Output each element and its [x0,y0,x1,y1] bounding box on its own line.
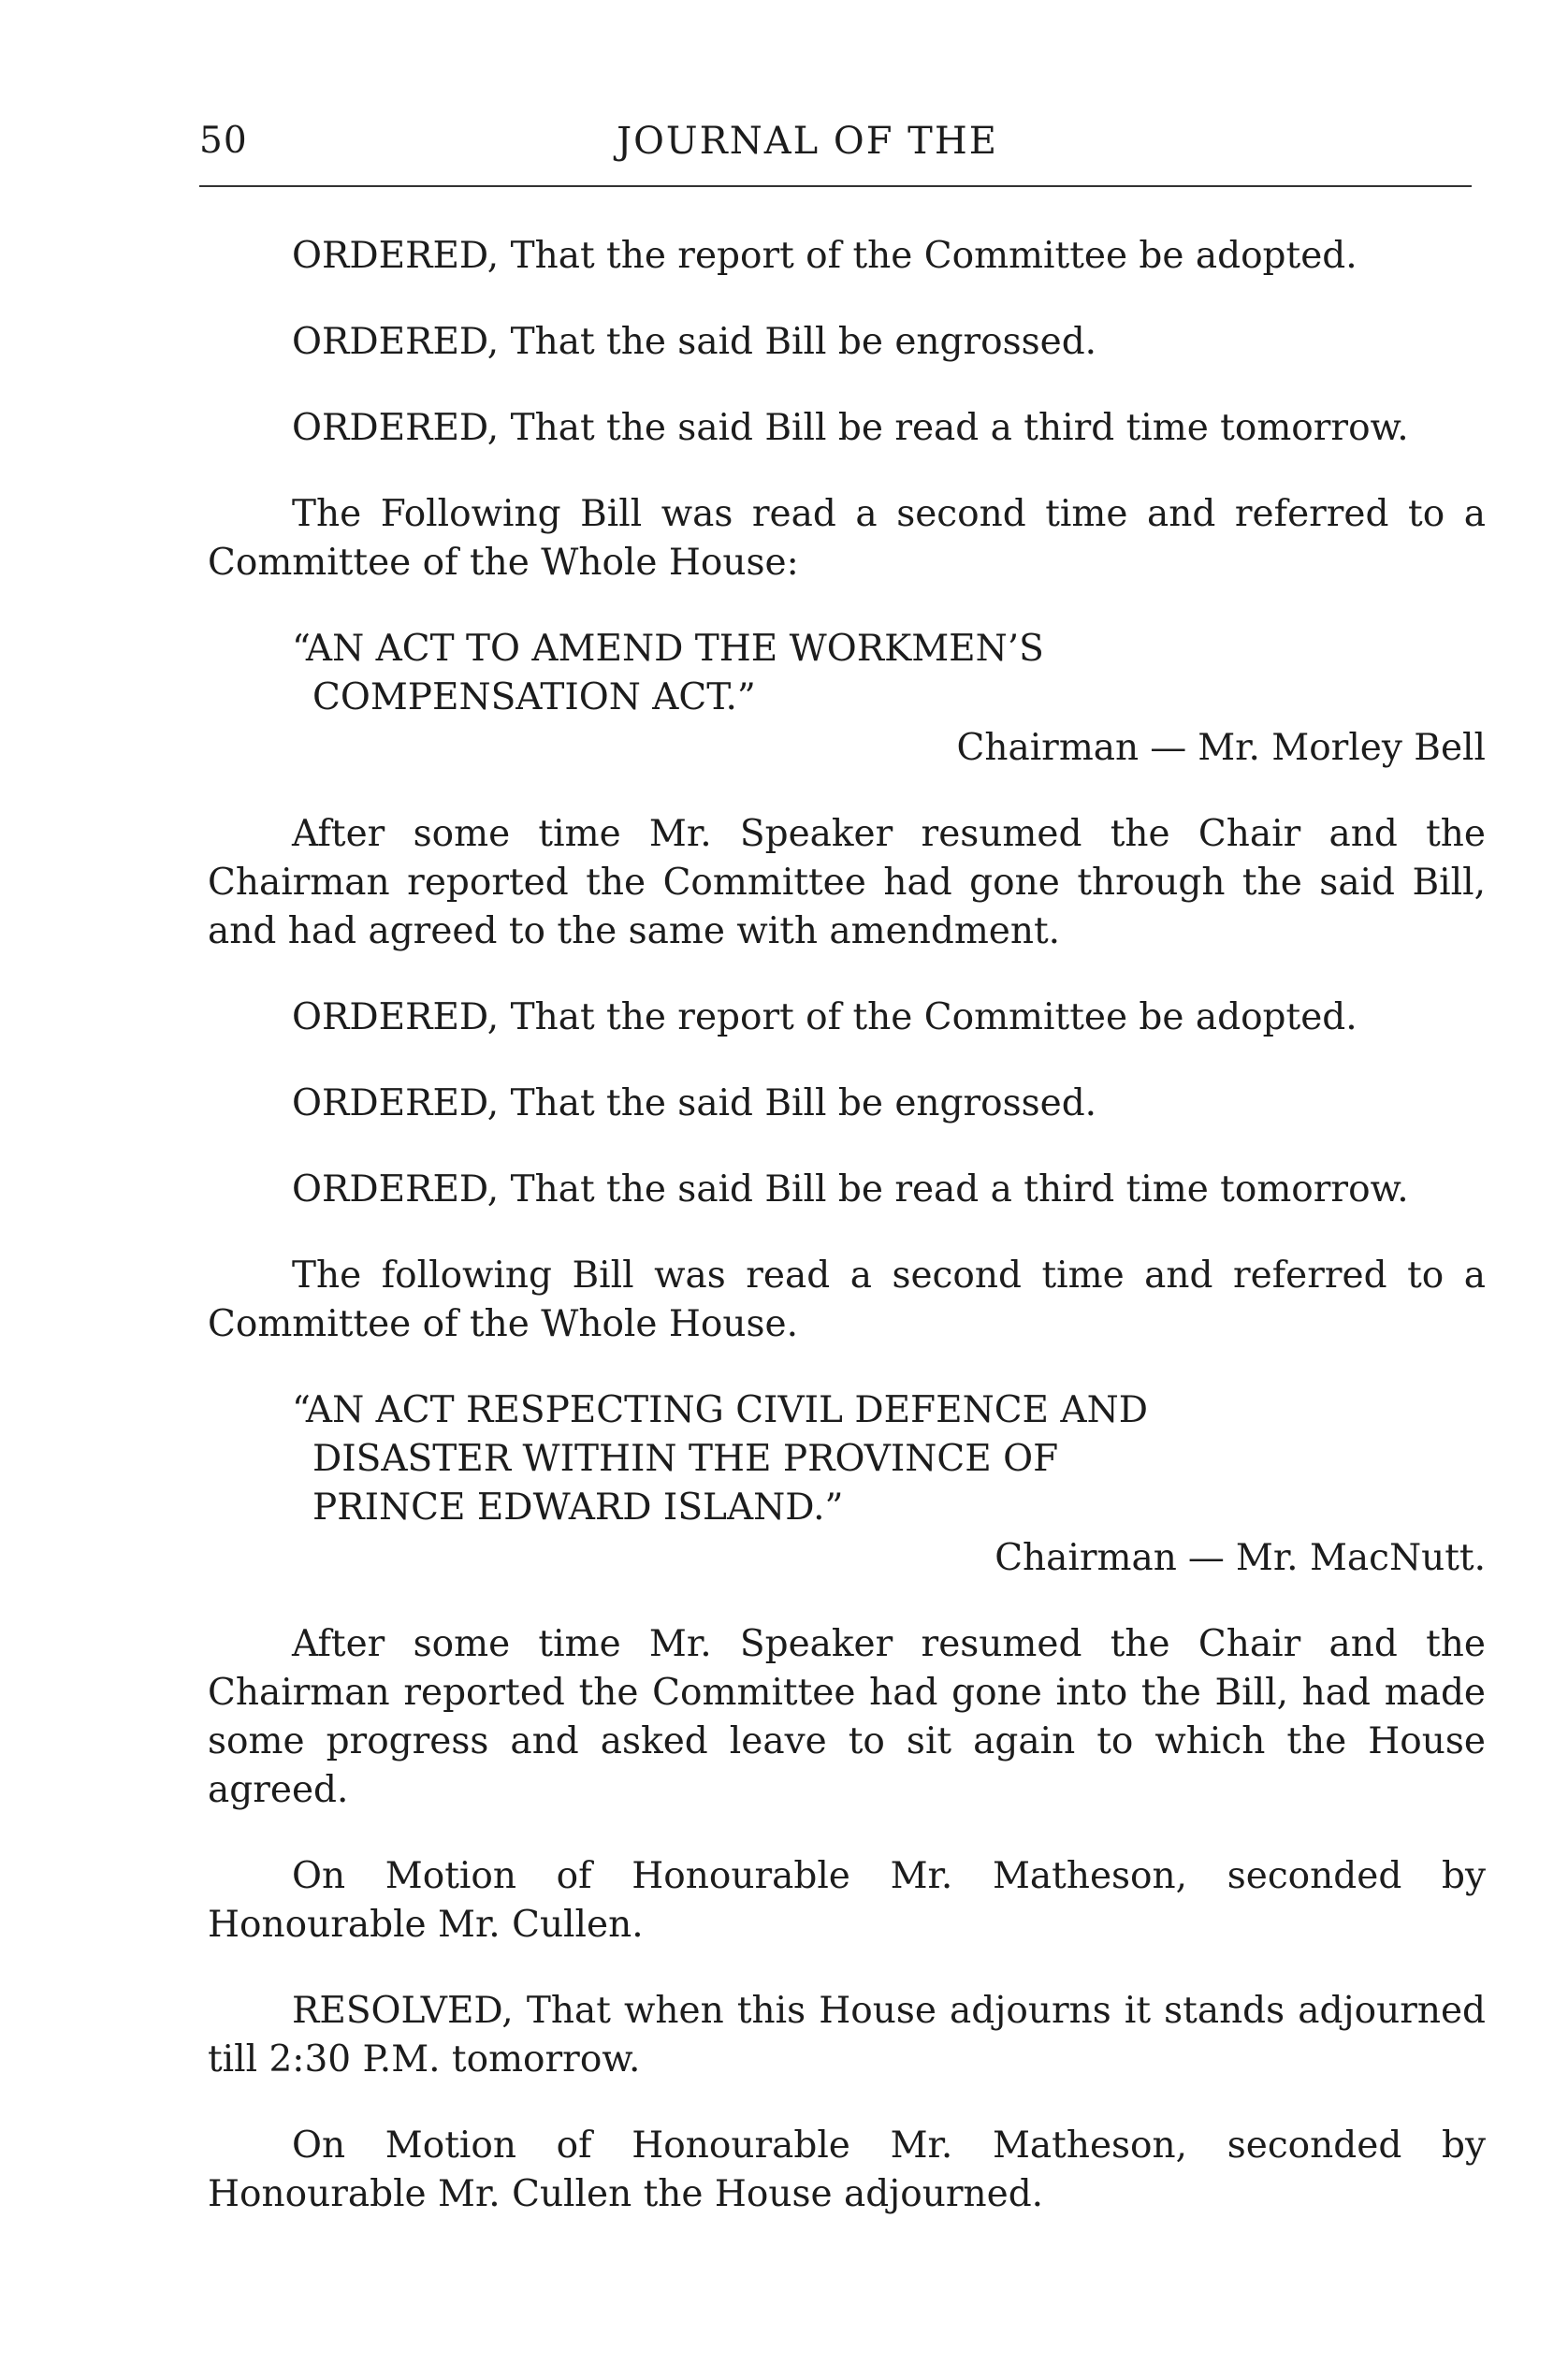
bill-title-line: “AN ACT RESPECTING CIVIL DEFENCE AND [292,1389,1148,1431]
page-header [199,120,1472,176]
order-bill-engrossed: ORDERED, That the said Bill be engrossed. [292,1082,1097,1124]
page-number: 50 [199,120,248,162]
order-report-adopted: ORDERED, That the report of the Committee be adopted. [292,235,1357,277]
bill-title-civil-defence [292,1386,1486,1532]
chairman-dash: — [1150,727,1187,769]
chairman-name: Mr. MacNutt. [1235,1537,1486,1579]
chairman-dash: — [1187,1537,1225,1579]
journal-body [208,232,1486,2256]
chairman-name: Mr. Morley Bell [1198,727,1486,769]
running-head: JOURNAL OF THE [617,120,998,163]
bill-title-workmens-compensation [292,625,1486,722]
bill-title-line: DISASTER WITHIN THE PROVINCE OF [312,1438,1059,1480]
bill-title-line: “AN ACT TO AMEND THE WORKMEN’S [292,628,1044,670]
chairman-label: Chairman [956,727,1140,769]
header-rule [199,185,1472,187]
second-reading-paragraph: The following Bill was read a second time and referred to a Committee of the Whole House. [208,1254,1486,1345]
adjournment-paragraph: On Motion of Honourable Mr. Matheson, seconded by Honourable Mr. Cullen the House adjourned. [208,2124,1486,2215]
resolution-paragraph: RESOLVED, That when this House adjourns it stands adjourned till 2:30 P.M. tomorrow. [208,1990,1486,2081]
order-third-reading: ORDERED, That the said Bill be read a third time tomorrow. [292,1168,1409,1211]
second-reading-paragraph: The Following Bill was read a second time and referred to a Committee of the Whole House: [208,493,1486,584]
bill-title-line: COMPENSATION ACT.” [312,676,756,718]
bill-title-line: PRINCE EDWARD ISLAND.” [312,1486,844,1529]
chairman-line [208,724,1486,773]
order-third-reading: ORDERED, That the said Bill be read a third time tomorrow. [292,407,1409,449]
committee-progress-paragraph: After some time Mr. Speaker resumed the Chair and the Chairman reported the Committee had gone into the Bill, had made some progress and asked leave to sit again to which the House agreed. [208,1623,1486,1811]
committee-report-paragraph: After some time Mr. Speaker resumed the Chair and the Chairman reported the Committee had gone through the said Bill, and had agreed to the same with amendment. [208,813,1486,952]
chairman-label: Chairman [995,1537,1177,1579]
order-bill-engrossed: ORDERED, That the said Bill be engrossed. [292,321,1097,363]
motion-paragraph: On Motion of Honourable Mr. Matheson, seconded by Honourable Mr. Cullen. [208,1855,1486,1946]
chairman-line [208,1534,1486,1583]
order-report-adopted: ORDERED, That the report of the Committee be adopted. [292,996,1357,1038]
